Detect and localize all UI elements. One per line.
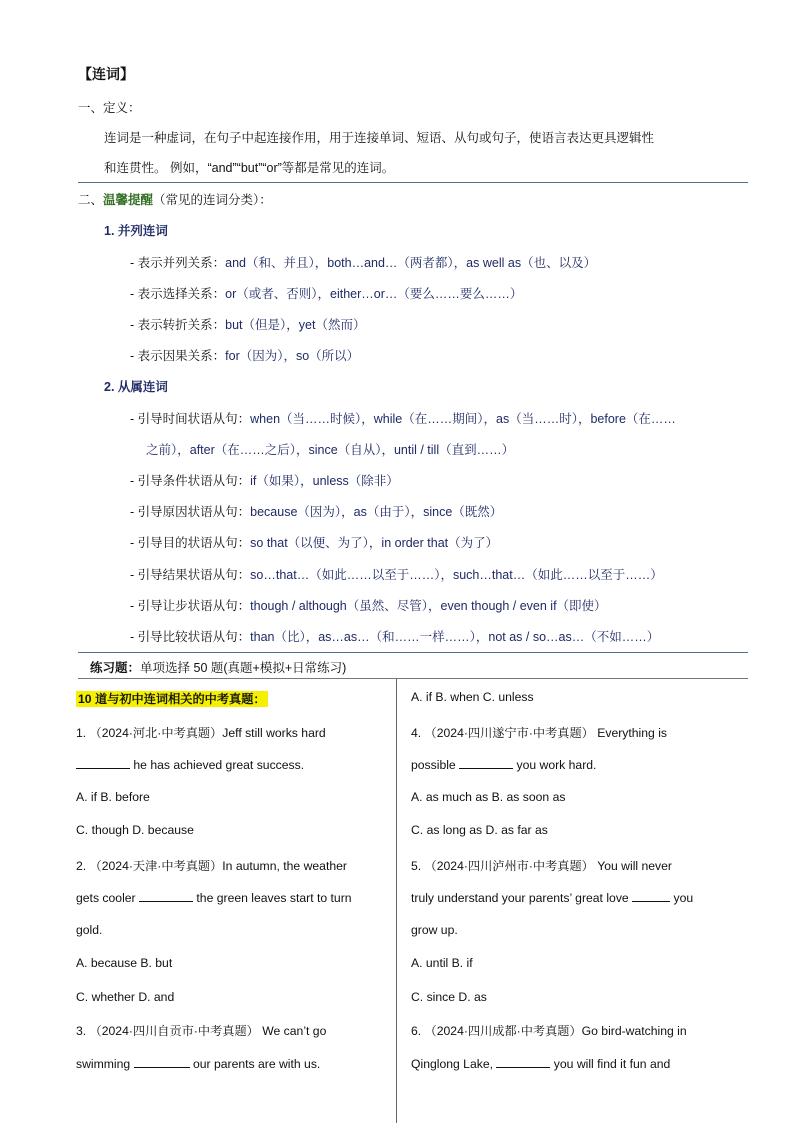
coord-label: - 表示并列关系： — [130, 256, 226, 270]
coord-value: but（但是），yet（然而） — [225, 318, 366, 332]
real-exam-highlight: 10 道与初中连词相关的中考真题： — [78, 692, 266, 706]
question-6-line-2 — [411, 1056, 670, 1071]
question-4-line-1: 4. （2024·四川遂宁市·中考真题） Everything is — [411, 726, 667, 740]
subord-value: than（比），as…as…（和……一样……），not as / so…as…（不如……） — [250, 630, 660, 644]
definition-heading: 一、定义： — [78, 101, 141, 115]
question-3-line-1: 3. （2024·四川自贡市·中考真题） We can’t go — [76, 1024, 327, 1038]
subord-item — [130, 627, 659, 645]
question-6-rest: you will find it fun and — [550, 1057, 671, 1071]
subord-value: so…that…（如此……以至于……），such…that…（如此……以至于……） — [250, 568, 663, 582]
subord-label: - 引导结果状语从句： — [130, 568, 251, 582]
question-5-options-b: C. since D. as — [411, 990, 487, 1004]
subord-item — [130, 565, 663, 583]
question-2-line-2 — [76, 890, 352, 905]
question-5-line-2 — [411, 890, 693, 905]
coord-item — [130, 315, 365, 333]
answer-blank — [632, 890, 670, 902]
question-1-options-b: C. though D. because — [76, 823, 194, 837]
answer-blank — [76, 757, 130, 769]
subord-value: though / although（虽然、尽管），even though / even if（即使） — [250, 599, 607, 613]
question-1-line-2 — [76, 757, 304, 772]
question-1-rest: he has achieved great success. — [130, 758, 305, 772]
subord-value: if（如果），unless（除非） — [250, 474, 399, 488]
subord-item — [130, 596, 607, 614]
tips-heading-prefix: 二、 — [78, 193, 104, 207]
answer-blank — [134, 1056, 190, 1068]
question-6-start: Qinglong Lake, — [411, 1057, 493, 1071]
divider-1 — [78, 182, 748, 183]
question-2-start: gets cooler — [76, 891, 136, 905]
divider-3 — [78, 678, 748, 679]
tips-heading-green: 温馨提醒 — [103, 193, 154, 207]
question-5-options-a: A. until B. if — [411, 956, 473, 970]
question-5-line-3: grow up. — [411, 923, 458, 937]
question-3-start: swimming — [76, 1057, 131, 1071]
question-1-line-1 — [76, 724, 383, 741]
question-5-rest: you — [670, 891, 694, 905]
question-3-rest: our parents are with us. — [189, 1057, 321, 1071]
question-4-line-2 — [411, 757, 596, 772]
question-4-options-a: A. as much as B. as soon as — [411, 790, 566, 804]
divider-2 — [78, 652, 748, 653]
question-1-stem: 1. （2024·河北·中考真题）Jeff still works hard — [76, 726, 326, 740]
coord-value: or（或者、否则），either…or…（要么……要么……） — [225, 287, 523, 301]
tips-heading — [78, 190, 272, 208]
subord-item — [130, 533, 498, 551]
question-2-rest: the green leaves start to turn — [193, 891, 352, 905]
tips-heading-suffix: （常见的连词分类）： — [153, 193, 272, 207]
coord-item — [130, 253, 596, 271]
exercise-heading — [90, 658, 346, 676]
coordinating-heading: 1. 并列连词 — [104, 224, 168, 238]
coord-label: - 表示选择关系： — [130, 287, 226, 301]
exercise-text: 单项选择 50 题(真题+模拟+日常练习) — [140, 661, 347, 675]
subord-label: - 引导让步状语从句： — [130, 599, 251, 613]
question-4-start: possible — [411, 758, 456, 772]
subord-value: so that（以便、为了），in order that（为了） — [250, 536, 499, 550]
question-3-options: A. if B. when C. unless — [411, 690, 534, 704]
definition-line-1: 连词是一种虚词，在句子中起连接作用，用于连接单词、短语、从句或句子，使语言表达更具逻辑性 — [104, 131, 655, 145]
question-1-options-a: A. if B. before — [76, 790, 150, 804]
definition-line-2: 和连贯性。 例如，“and”“but”“or”等都是常见的连词。 — [104, 161, 395, 175]
subord-label: - 引导时间状语从句： — [130, 412, 251, 426]
subord-item — [130, 471, 399, 489]
question-6-line-1: 6. （2024·四川成都·中考真题）Go bird-watching in — [411, 1024, 687, 1038]
exercise-label: 练习题： — [90, 661, 141, 675]
question-5-line-1: 5. （2024·四川泸州市·中考真题） You will never — [411, 859, 672, 873]
coord-value: and（和、并且），both…and…（两者都），as well as（也、以及） — [225, 256, 597, 270]
subord-label: - 引导比较状语从句： — [130, 630, 251, 644]
question-4-options-b: C. as long as D. as far as — [411, 823, 548, 837]
coord-label: - 表示转折关系： — [130, 318, 226, 332]
subord-value: because（因为），as（由于），since（既然） — [250, 505, 503, 519]
coord-value: for（因为），so（所以） — [225, 349, 360, 363]
question-2-line-3: gold. — [76, 923, 103, 937]
question-2-options-a: A. because B. but — [76, 956, 173, 970]
answer-blank — [496, 1056, 550, 1068]
real-exam-heading — [76, 690, 268, 707]
subord-label: - 引导目的状语从句： — [130, 536, 251, 550]
column-divider — [396, 679, 397, 1123]
subord-label: - 引导条件状语从句： — [130, 474, 251, 488]
coord-item — [130, 284, 522, 302]
question-5-start: truly understand your parents’ great love — [411, 891, 629, 905]
coord-label: - 表示因果关系： — [130, 349, 226, 363]
question-2-line-1: 2. （2024·天津·中考真题）In autumn, the weather — [76, 859, 347, 873]
page-title: 【连词】 — [78, 66, 134, 82]
question-4-rest: you work hard. — [513, 758, 597, 772]
subord-label: - 引导原因状语从句： — [130, 505, 251, 519]
subordinating-heading: 2. 从属连词 — [104, 380, 168, 394]
coord-item — [130, 346, 359, 364]
question-2-options-b: C. whether D. and — [76, 990, 175, 1004]
answer-blank — [139, 890, 193, 902]
subord-time-continuation: 之前），after（在……之后），since（自从），until / till（直到……） — [146, 443, 515, 457]
answer-blank — [459, 757, 513, 769]
subord-time-item — [130, 409, 676, 427]
question-3-line-2 — [76, 1056, 320, 1071]
subord-item — [130, 502, 502, 520]
subord-value: when（当……时候），while（在……期间），as（当……时），before（在…… — [250, 412, 676, 426]
